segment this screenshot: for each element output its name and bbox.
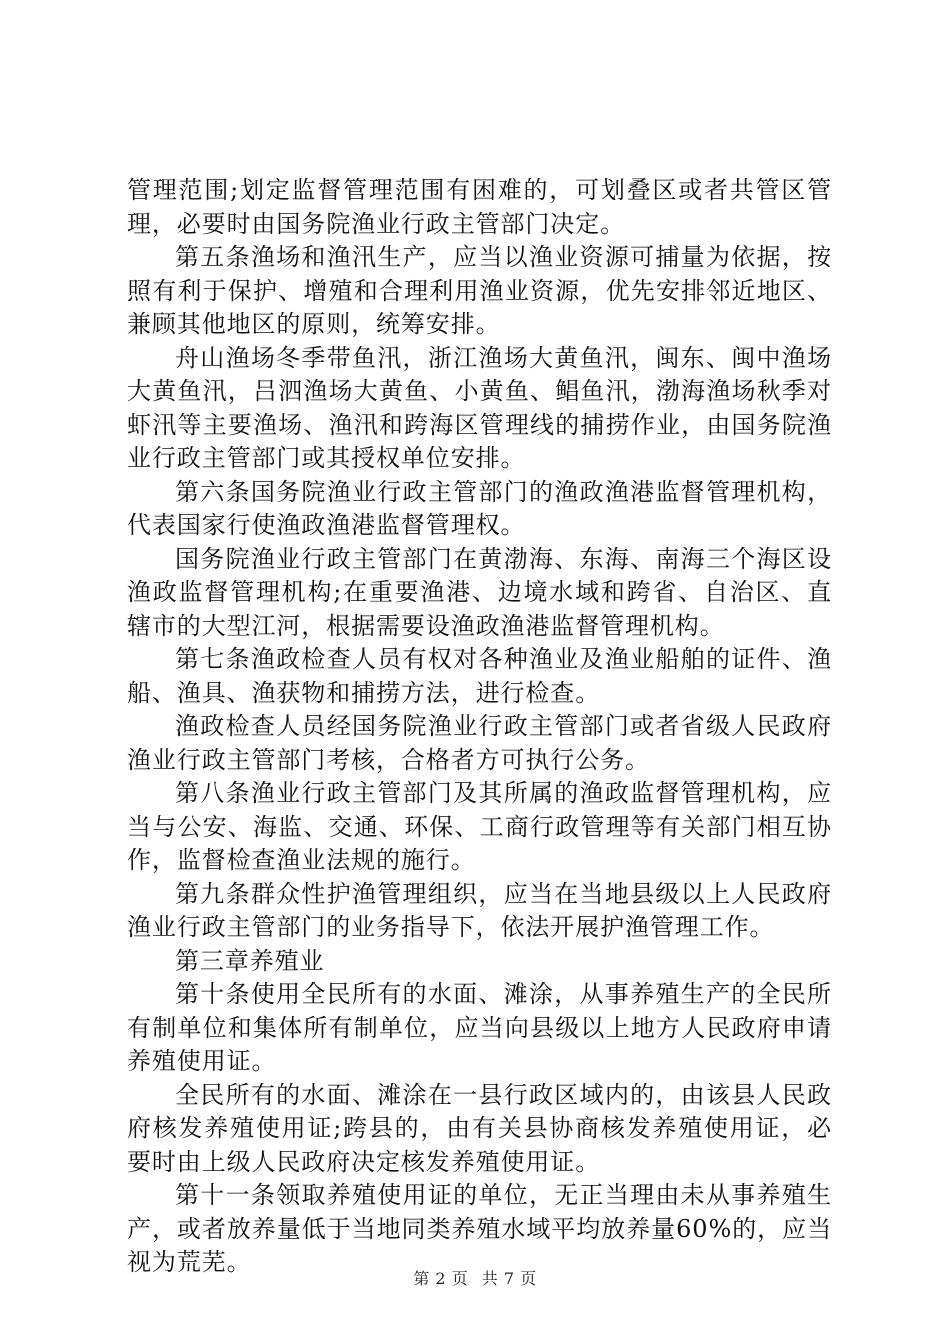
- paragraph: 全民所有的水面、滩涂在一县行政区域内的，由该县人民政府核发养殖使用证;跨县的，由有关县协商核发养殖使用证，必要时由上级人民政府决定核发养殖使用证。: [127, 1080, 832, 1176]
- paragraph: 第五条渔场和渔汛生产，应当以渔业资源可捕量为依据，按照有利于保护、增殖和合理利用渔业资源，优先安排邻近地区、兼顾其他地区的原则，统筹安排。: [127, 243, 832, 338]
- page-footer: [0, 1266, 950, 1289]
- page-total: 共 7 页: [481, 1269, 537, 1288]
- paragraph: 舟山渔场冬季带鱼汛，浙江渔场大黄鱼汛，闽东、闽中渔场大黄鱼汛，吕泗渔场大黄鱼、小黄鱼、鲳鱼汛，渤海渔场秋季对虾汛等主要渔场、渔汛和跨海区管理线的捕捞作业，由国务院渔业行政主管部门或其授权单位安排。: [127, 343, 832, 472]
- paragraph: 第十一条领取养殖使用证的单位，无正当理由未从事养殖生产，或者放养量低于当地同类养殖水域平均放养量60%的，应当视为荒芜。: [127, 1181, 832, 1276]
- chapter-heading: 第三章养殖业: [175, 946, 325, 975]
- paragraph: 第九条群众性护渔管理组织，应当在当地县级以上人民政府渔业行政主管部门的业务指导下，依法开展护渔管理工作。: [127, 879, 832, 941]
- document-body: [127, 174, 832, 1280]
- paragraph: 渔政检查人员经国务院渔业行政主管部门或者省级人民政府渔业行政主管部门考核，合格者方可执行公务。: [127, 712, 832, 774]
- paragraph: 管理范围;划定监督管理范围有困难的，可划叠区或者共管区管理，必要时由国务院渔业行政主管部门决定。: [127, 176, 832, 238]
- paragraph: 国务院渔业行政主管部门在黄渤海、东海、南海三个海区设渔政监督管理机构;在重要渔港、边境水域和跨省、自治区、直辖市的大型江河，根据需要设渔政渔港监督管理机构。: [127, 544, 832, 640]
- paragraph: 第八条渔业行政主管部门及其所属的渔政监督管理机构，应当与公安、海监、交通、环保、工商行政管理等有关部门相互协作，监督检查渔业法规的施行。: [127, 779, 832, 874]
- paragraph: 第六条国务院渔业行政主管部门的渔政渔港监督管理机构，代表国家行使渔政渔港监督管理权。: [127, 477, 832, 539]
- paragraph: 第十条使用全民所有的水面、滩涂，从事养殖生产的全民所有制单位和集体所有制单位，应当向县级以上地方人民政府申请养殖使用证。: [127, 980, 832, 1075]
- paragraph: 第七条渔政检查人员有权对各种渔业及渔业船舶的证件、渔船、渔具、渔获物和捕捞方法，进行检查。: [127, 645, 832, 707]
- page-number: 第 2 页: [413, 1269, 469, 1288]
